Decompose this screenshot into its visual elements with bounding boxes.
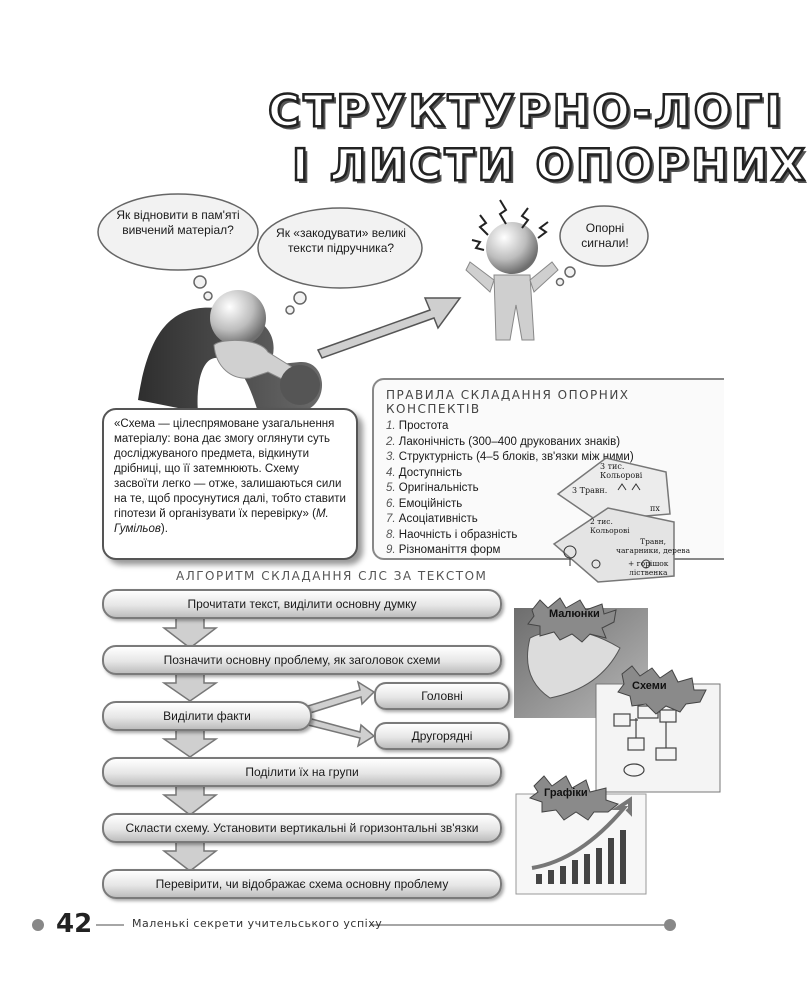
cloud-encode-text: Як «закодувати» великі тексти підручника? xyxy=(276,226,406,255)
rule-item: 3. Структурність (4–5 блоків, зв'язки між ними) xyxy=(386,451,634,463)
quote-author: М. Гумільов xyxy=(114,508,329,535)
badge-schemes: Схеми xyxy=(632,680,667,692)
rule-item: 9. Різноманіття форм xyxy=(386,544,501,556)
card-a-text: 3 тис. Кольорові xyxy=(600,462,643,480)
algorithm-step-4: Поділити їх на групи xyxy=(102,757,502,787)
card-b-text-3: + горішок ліственка xyxy=(628,559,669,577)
page-number: 42 xyxy=(56,909,93,939)
cloud-signals-text: Опорні сигнали! xyxy=(581,221,629,250)
page-title-line-2: І ЛИСТИ ОПОРНИХ xyxy=(292,140,808,191)
algorithm-step-5: Скласти схему. Установити вертикальні й горизонтальні зв'язки xyxy=(102,813,502,843)
page-title-line-1: СТРУКТУРНО-ЛОГІ xyxy=(268,86,785,137)
algorithm-step-2: Позначити основну проблему, як заголовок схеми xyxy=(102,645,502,675)
branch-main: Головні xyxy=(374,682,510,710)
rule-item: 4. Доступність xyxy=(386,466,463,479)
card-a-text-3: пх xyxy=(650,504,660,513)
rule-item: 1. Простота xyxy=(386,420,449,432)
card-b-text: 2 тис. Кольорові xyxy=(590,517,630,535)
rule-item: 2. Лаконічність (300–400 друкованих знаків) xyxy=(386,435,621,448)
algorithm-step-3: Виділити факти xyxy=(102,701,312,731)
badge-graphs: Графіки xyxy=(544,787,588,799)
rule-item: 7. Асоціативність xyxy=(386,513,478,525)
quote-text: «Схема — цілеспрямоване узагальнення матеріалу: вона дає змогу оглянути суть досліджуваного предмета, відкинути дрібниці, що її затемнюють. Схему засвоїти легко — отже, залишаються сили на те, щоб просунутися далі, тобто ставити гіпотези й організувати їх перевірку» (М. Гумільов). xyxy=(114,418,346,535)
card-a-text-2: 3 Травн. xyxy=(572,486,608,495)
algorithm-step-1: Прочитати текст, виділити основну думку xyxy=(102,589,502,619)
cloud-recall-text: Як відновити в пам'яті вивчений матеріал? xyxy=(116,208,240,237)
rule-item: 8. Наочність і образність xyxy=(386,528,518,541)
badge-drawings: Малюнки xyxy=(549,608,600,620)
rule-item: 6. Емоційність xyxy=(386,497,463,510)
rule-item: 5. Оригінальність xyxy=(386,482,479,494)
algorithm-title: АЛГОРИТМ СКЛАДАННЯ СЛС ЗА ТЕКСТОМ xyxy=(176,569,488,583)
book-title: Маленькі секрети учительського успіху xyxy=(132,917,383,930)
rules-title: ПРАВИЛА СКЛАДАННЯ ОПОРНИХ КОНСПЕКТІВ xyxy=(386,388,630,416)
algorithm-step-6: Перевірити, чи відображає схема основну проблему xyxy=(102,869,502,899)
example-photos xyxy=(510,598,720,898)
branch-secondary: Другорядні xyxy=(374,722,510,750)
card-b-text-2: Травн, чагарники, дерева xyxy=(616,537,691,555)
